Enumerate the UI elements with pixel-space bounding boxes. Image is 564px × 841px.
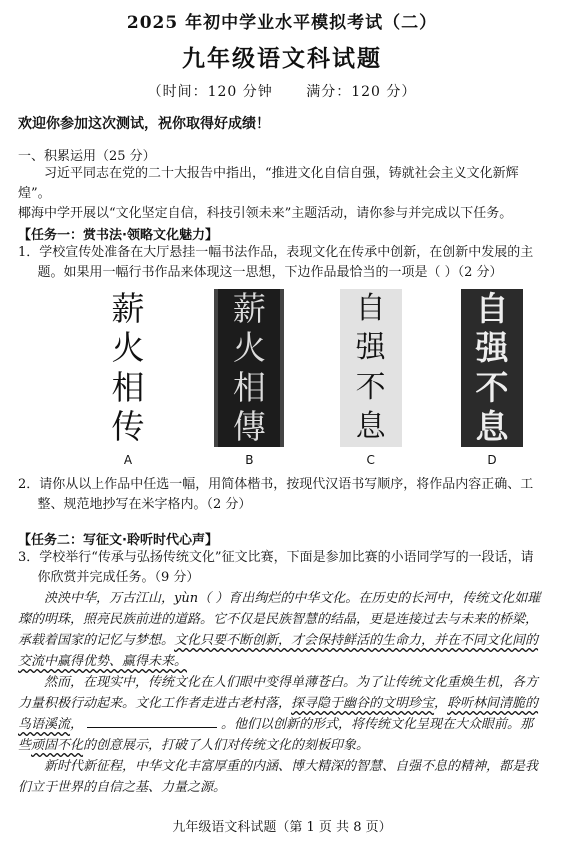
underlined-phrase-1: 探寻隐于幽谷的文明珍宝 [291, 696, 435, 711]
question-3: 3．学校举行“传承与弘扬传统文化”征文比赛，下面是参加比赛的小语同学写的一段话，请你欣赏并完成任务。（9 分） [18, 550, 534, 585]
essay-paragraph-2: 然而，在现实中，传统文化在人们眼中变得单薄苍白。为了让传统文化重焕生机，各方力量积极行动起来。文化工作者走进古老村落，探寻隐于幽谷的文明珍宝，聆听林间清脆的鸟语溪流， 。他们以创新的形式，将传统文化呈现在大众眼前。那些顽固不化的创意展示，打破了人们对传统文化的刻板印象。 [18, 675, 539, 753]
section-1-intro-2: 椰海中学开展以“文化坚定自信，科技引领未来”主题活动，请你参与并完成以下任务。 [18, 206, 513, 221]
option-d [452, 289, 532, 471]
option-b [209, 289, 289, 471]
option-label-a: A [123, 453, 133, 467]
subject-title: 九年级语文科试题 [182, 45, 382, 72]
underlined-idiom: 顽固不化 [31, 738, 84, 753]
underlined-sentence: 文化只要不断创新，才会保持鲜活的生命力，并在不同文化间的交流中赢得优势、赢得未来。 [18, 633, 539, 669]
question-2: 2．请你从以上作品中任选一幅，用简体楷书，按现代汉语书写顺序，将作品内容正确、工整、规范地抄写在米字格内。（2 分） [18, 477, 534, 512]
time-score-line [18, 81, 546, 101]
exam-title: 2025 年初中学业水平模拟考试（二） [126, 13, 438, 33]
section-1-heading: 一、积累运用（25 分） [18, 149, 156, 164]
underlined-phrase-2: 聆听林间清脆的鸟语溪流 [18, 696, 539, 732]
option-label-b: B [245, 453, 254, 467]
section-1-intro-1: 习近平同志在党的二十大报告中指出，“推进文化自信自强，铸就社会主义文化新辉煌”。 [18, 166, 519, 201]
calligraphy-image-b: 薪 火 相 傳 [214, 289, 284, 447]
welcome-message: 欢迎你参加这次测试，祝你取得好成绩！ [18, 116, 270, 132]
option-label-d: D [487, 453, 497, 467]
essay-paragraph-3: 新时代新征程，中华文化丰富厚重的内涵、博大精深的智慧、自强不息的精神，都是我们立于世界的自信之基、力量之源。 [18, 759, 539, 795]
calligraphy-image-a: 薪 火 相 传 [111, 288, 145, 447]
calligraphy-image-d: 自 强 不 息 [461, 289, 523, 447]
option-a [88, 289, 168, 471]
exam-time: （时间：120 分钟 [147, 84, 273, 100]
calligraphy-options [88, 289, 532, 471]
calligraphy-image-c: 自 强 不 息 [340, 289, 402, 447]
option-label-c: C [366, 453, 375, 467]
option-c [331, 289, 411, 471]
exam-score: 满分：120 分） [306, 84, 417, 100]
task-1-heading: 【任务一：赏书法·领略文化魅力】 [18, 228, 218, 243]
page-footer: 九年级语文科试题（第 1 页 共 8 页） [172, 820, 392, 835]
question-1: 1．学校宣传处准备在大厅悬挂一幅书法作品，表现文化在传承中创新，在创新中发展的主题。如果用一幅行书作品来体现这一思想，下边作品最恰当的一项是（ ）（2 分） [18, 245, 534, 280]
fill-in-blank[interactable] [87, 715, 217, 728]
task-2-heading: 【任务二：写征文·聆听时代心声】 [18, 533, 218, 548]
essay-paragraph-1: 泱泱中华，万古江山，yùn（ ）育出绚烂的中华文化。在历史的长河中，传统文化如璀璨的明珠，照亮民族前进的道路。它不仅是民族智慧的结晶，更是连接过去与未来的桥梁，承载着国家的记忆与梦想。文化只要不断创新，才会保持鲜活的生命力，并在不同文化间的交流中赢得优势、赢得未来。 [18, 591, 541, 669]
